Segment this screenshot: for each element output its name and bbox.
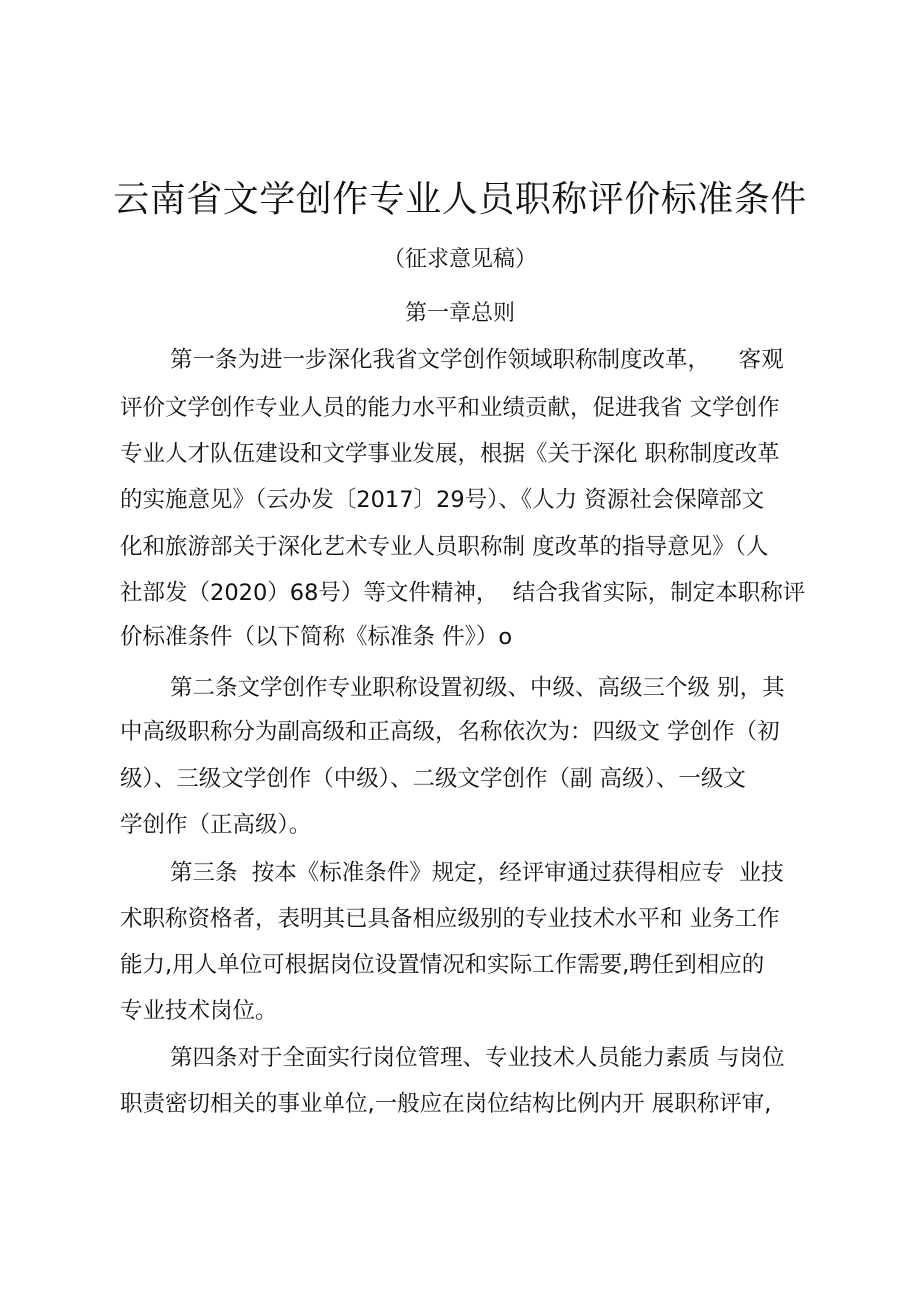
body-line: 第一条为进一步深化我省文学创作领域职称制度改革， 客观	[170, 347, 784, 373]
body-line: 专业技术岗位。	[120, 998, 278, 1024]
body-line: 第四条对于全面实行岗位管理、专业技术人员能力素质 与岗位	[170, 1045, 785, 1071]
body-line: 第二条文学创作专业职称设置初级、中级、高级三个级 别，其	[170, 675, 785, 701]
chapter-heading: 第一章总则	[404, 301, 515, 326]
body-line: 学创作（正高级）。	[120, 812, 312, 838]
body-line: 价标准条件（以下简称《标准条 件》）o	[120, 624, 513, 650]
body-line: 中高级职称分为副高级和正高级，名称依次为：四级文 学创作（初	[120, 719, 780, 745]
body-line: 第三条 按本《标准条件》规定，经评审通过获得相应专 业技	[170, 860, 784, 886]
body-line: 化和旅游部关于深化艺术专业人员职称制 度改革的指导意见》（人	[120, 534, 769, 560]
body-line: 职责密切相关的事业单位,一般应在岗位结构比例内开 展职称评审,	[120, 1091, 772, 1117]
body-line: 专业人才队伍建设和文学事业发展，根据《关于深化 职称制度改革	[120, 441, 780, 467]
body-line: 的实施意见》（云办发〔2017〕29号）、《人力 资源社会保障部文	[120, 487, 765, 513]
body-line: 能力,用人单位可根据岗位设置情况和实际工作需要,聘任到相应的	[120, 952, 765, 978]
body-line: 评价文学创作专业人员的能力水平和业绩贡献，促进我省 文学创作	[120, 395, 780, 421]
document-title: 云南省文学创作专业人员职称评价标准条件	[113, 179, 807, 220]
body-line: 社部发（2020）68号）等文件精神， 结合我省实际，制定本职称评	[120, 580, 806, 606]
body-line: 级）、三级文学创作（中级）、二级文学创作（副 高级）、一级文	[120, 766, 746, 792]
body-line: 术职称资格者，表明其已具备相应级别的专业技术水平和 业务工作	[120, 906, 780, 932]
document-subtitle: （征求意见稿）	[382, 247, 537, 272]
